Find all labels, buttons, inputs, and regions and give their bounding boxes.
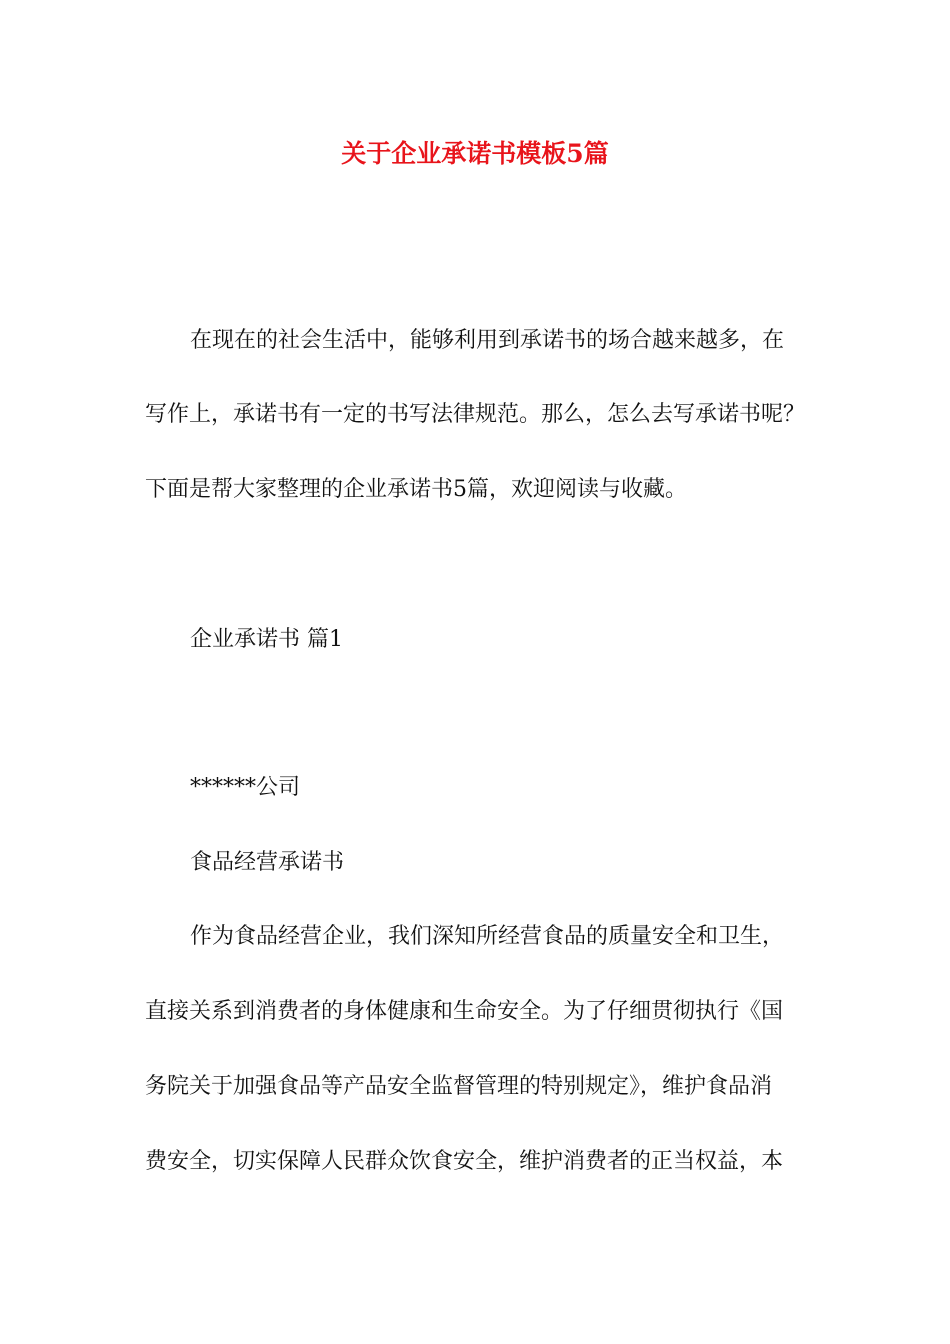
company-name: ******公司	[190, 775, 301, 800]
body-line-3: 务院关于加强食品等产品安全监督管理的特别规定》，维护食品消	[145, 1074, 773, 1099]
body-line-2: 直接关系到消费者的身体健康和生命安全。为了仔细贯彻执行《国	[145, 999, 784, 1024]
intro-line-2: 写作上，承诺书有一定的书写法律规范。那么，怎么去写承诺书呢？	[145, 402, 806, 427]
body-line-1: 作为食品经营企业，我们深知所经营食品的质量安全和卫生，	[190, 924, 785, 949]
intro-line-1: 在现在的社会生活中，能够利用到承诺书的场合越来越多，在	[190, 328, 785, 353]
intro-line-3: 下面是帮大家整理的企业承诺书5篇，欢迎阅读与收藏。	[145, 477, 687, 502]
document-title: 关于企业承诺书模板5篇	[341, 139, 609, 168]
letter-title: 食品经营承诺书	[190, 850, 345, 875]
body-line-4: 费安全，切实保障人民群众饮食安全，维护消费者的正当权益，本	[145, 1149, 784, 1174]
section-heading: 企业承诺书 篇1	[190, 627, 343, 652]
